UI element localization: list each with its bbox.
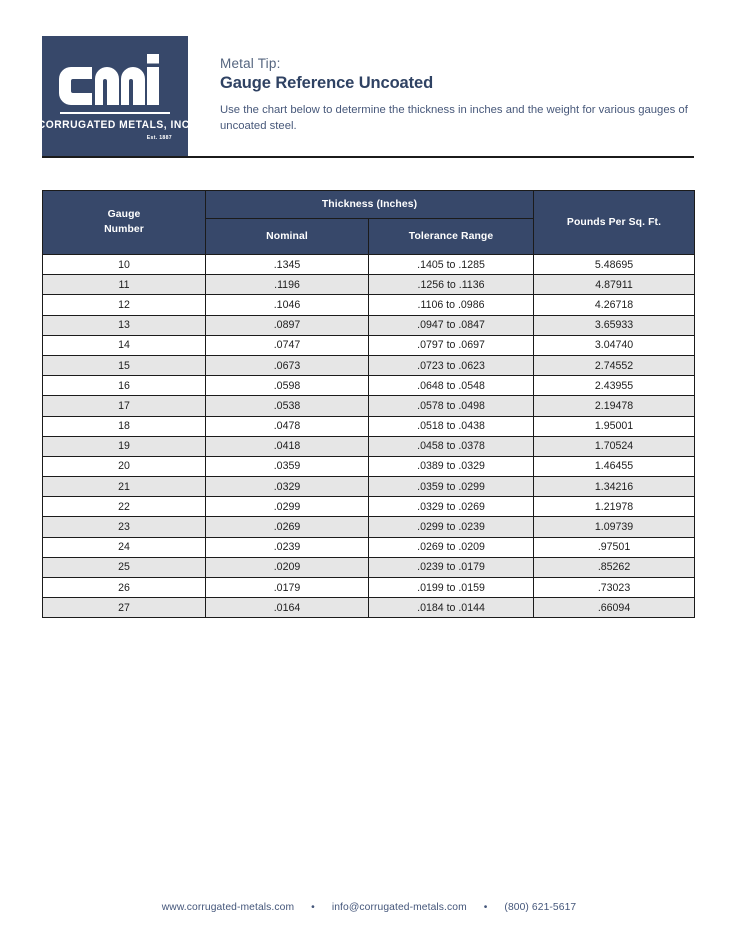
- cmi-corrugated-logo-icon: [56, 54, 174, 106]
- cell-tolerance-range: .0329 to .0269: [369, 497, 534, 517]
- footer-website[interactable]: www.corrugated-metals.com: [161, 902, 295, 913]
- cell-gauge-number: 20: [43, 456, 206, 476]
- cell-tolerance-range: .1256 to .1136: [369, 275, 534, 295]
- table-row: [43, 315, 695, 335]
- table-row: [43, 578, 695, 598]
- cell-tolerance-range: .0518 to .0438: [369, 416, 534, 436]
- table-row: [43, 537, 695, 557]
- cell-tolerance-range: .0797 to .0697: [369, 335, 534, 355]
- cell-nominal-thickness: .0897: [206, 315, 369, 335]
- table-row: [43, 557, 695, 577]
- table-header-row-top: [43, 191, 695, 219]
- cell-nominal-thickness: .0299: [206, 497, 369, 517]
- header-divider: [42, 156, 694, 158]
- cell-gauge-number: 23: [43, 517, 206, 537]
- cell-gauge-number: 12: [43, 295, 206, 315]
- cell-pounds-per-sqft: .97501: [534, 537, 695, 557]
- table-body: [43, 255, 695, 618]
- gauge-header-line-1: Gauge: [107, 209, 141, 221]
- cell-gauge-number: 16: [43, 376, 206, 396]
- cell-gauge-number: 19: [43, 436, 206, 456]
- cell-nominal-thickness: .0478: [206, 416, 369, 436]
- table-row: [43, 376, 695, 396]
- eyebrow-label: Metal Tip:: [220, 56, 281, 71]
- cell-gauge-number: 27: [43, 598, 206, 618]
- company-name: CORRUGATED METALS, INC.: [37, 119, 193, 131]
- cell-tolerance-range: .0578 to .0498: [369, 396, 534, 416]
- cell-nominal-thickness: .1046: [206, 295, 369, 315]
- cell-tolerance-range: .0947 to .0847: [369, 315, 534, 335]
- logo-divider: [60, 112, 170, 114]
- cell-nominal-thickness: .0239: [206, 537, 369, 557]
- table-row: [43, 275, 695, 295]
- table-row: [43, 355, 695, 375]
- cell-nominal-thickness: .0179: [206, 578, 369, 598]
- cell-gauge-number: 25: [43, 557, 206, 577]
- page-footer: [0, 902, 738, 913]
- cell-nominal-thickness: .0538: [206, 396, 369, 416]
- cell-gauge-number: 17: [43, 396, 206, 416]
- cell-tolerance-range: .0648 to .0548: [369, 376, 534, 396]
- cell-pounds-per-sqft: 3.65933: [534, 315, 695, 335]
- cell-pounds-per-sqft: 2.74552: [534, 355, 695, 375]
- gauge-reference-table: [42, 190, 695, 618]
- table-row: [43, 416, 695, 436]
- column-header-thickness-group: Thickness (Inches): [206, 191, 534, 219]
- cell-pounds-per-sqft: 1.34216: [534, 477, 695, 497]
- cell-pounds-per-sqft: 2.19478: [534, 396, 695, 416]
- cell-gauge-number: 22: [43, 497, 206, 517]
- cell-gauge-number: 21: [43, 477, 206, 497]
- footer-separator-2: •: [483, 902, 488, 913]
- cell-pounds-per-sqft: 4.87911: [534, 275, 695, 295]
- cell-gauge-number: 24: [43, 537, 206, 557]
- cell-pounds-per-sqft: .73023: [534, 578, 695, 598]
- page-title: Gauge Reference Uncoated: [220, 74, 434, 92]
- column-header-pounds-per-sqft: Pounds Per Sq. Ft.: [534, 191, 695, 255]
- cell-gauge-number: 11: [43, 275, 206, 295]
- footer-email[interactable]: info@corrugated-metals.com: [331, 902, 467, 913]
- table-row: [43, 517, 695, 537]
- column-header-gauge-number: [43, 191, 206, 255]
- cell-pounds-per-sqft: 2.43955: [534, 376, 695, 396]
- cell-nominal-thickness: .0269: [206, 517, 369, 537]
- cell-gauge-number: 18: [43, 416, 206, 436]
- page-subtitle: Use the chart below to determine the thickness in inches and the weight for various gauges of uncoated steel.: [220, 104, 688, 133]
- brand-logo-block: [37, 36, 193, 156]
- cell-gauge-number: 13: [43, 315, 206, 335]
- cell-nominal-thickness: .0747: [206, 335, 369, 355]
- page-header: [37, 36, 694, 156]
- cell-gauge-number: 14: [43, 335, 206, 355]
- column-header-nominal: Nominal: [206, 219, 369, 255]
- cell-tolerance-range: .0299 to .0239: [369, 517, 534, 537]
- cell-tolerance-range: .0269 to .0209: [369, 537, 534, 557]
- cell-tolerance-range: .1106 to .0986: [369, 295, 534, 315]
- cell-tolerance-range: .0184 to .0144: [369, 598, 534, 618]
- cell-tolerance-range: .0199 to .0159: [369, 578, 534, 598]
- cell-tolerance-range: .0359 to .0299: [369, 477, 534, 497]
- cell-pounds-per-sqft: 1.21978: [534, 497, 695, 517]
- footer-phone[interactable]: (800) 621-5617: [504, 902, 577, 913]
- cell-pounds-per-sqft: 1.95001: [534, 416, 695, 436]
- cell-pounds-per-sqft: .85262: [534, 557, 695, 577]
- table-row: [43, 598, 695, 618]
- cell-nominal-thickness: .0164: [206, 598, 369, 618]
- cell-nominal-thickness: .0209: [206, 557, 369, 577]
- cell-tolerance-range: .1405 to .1285: [369, 255, 534, 275]
- table-row: [43, 477, 695, 497]
- table-row: [43, 295, 695, 315]
- gauge-table-container: [42, 190, 694, 618]
- cell-tolerance-range: .0723 to .0623: [369, 355, 534, 375]
- cell-nominal-thickness: .0359: [206, 456, 369, 476]
- cell-nominal-thickness: .0418: [206, 436, 369, 456]
- cell-pounds-per-sqft: 1.09739: [534, 517, 695, 537]
- established-year: Est. 1887: [146, 135, 172, 141]
- cell-gauge-number: 15: [43, 355, 206, 375]
- cell-pounds-per-sqft: .66094: [534, 598, 695, 618]
- cell-pounds-per-sqft: 1.70524: [534, 436, 695, 456]
- footer-separator-1: •: [311, 902, 315, 913]
- cell-tolerance-range: .0458 to .0378: [369, 436, 534, 456]
- cell-tolerance-range: .0389 to .0329: [369, 456, 534, 476]
- table-head: [43, 191, 695, 255]
- cell-pounds-per-sqft: 4.26718: [534, 295, 695, 315]
- table-row: [43, 436, 695, 456]
- cell-pounds-per-sqft: 3.04740: [534, 335, 695, 355]
- table-row: [43, 456, 695, 476]
- cell-pounds-per-sqft: 5.48695: [534, 255, 695, 275]
- cell-nominal-thickness: .1345: [206, 255, 369, 275]
- cell-pounds-per-sqft: 1.46455: [534, 456, 695, 476]
- table-row: [43, 497, 695, 517]
- cell-nominal-thickness: .1196: [206, 275, 369, 295]
- header-text-block: [188, 36, 694, 156]
- column-header-tolerance-range: Tolerance Range: [369, 219, 534, 255]
- table-row: [43, 396, 695, 416]
- gauge-header-line-2: Number: [104, 223, 144, 235]
- cell-tolerance-range: .0239 to .0179: [369, 557, 534, 577]
- cell-nominal-thickness: .0598: [206, 376, 369, 396]
- cell-nominal-thickness: .0673: [206, 355, 369, 375]
- cell-nominal-thickness: .0329: [206, 477, 369, 497]
- cell-gauge-number: 10: [43, 255, 206, 275]
- table-row: [43, 255, 695, 275]
- cell-gauge-number: 26: [43, 578, 206, 598]
- table-row: [43, 335, 695, 355]
